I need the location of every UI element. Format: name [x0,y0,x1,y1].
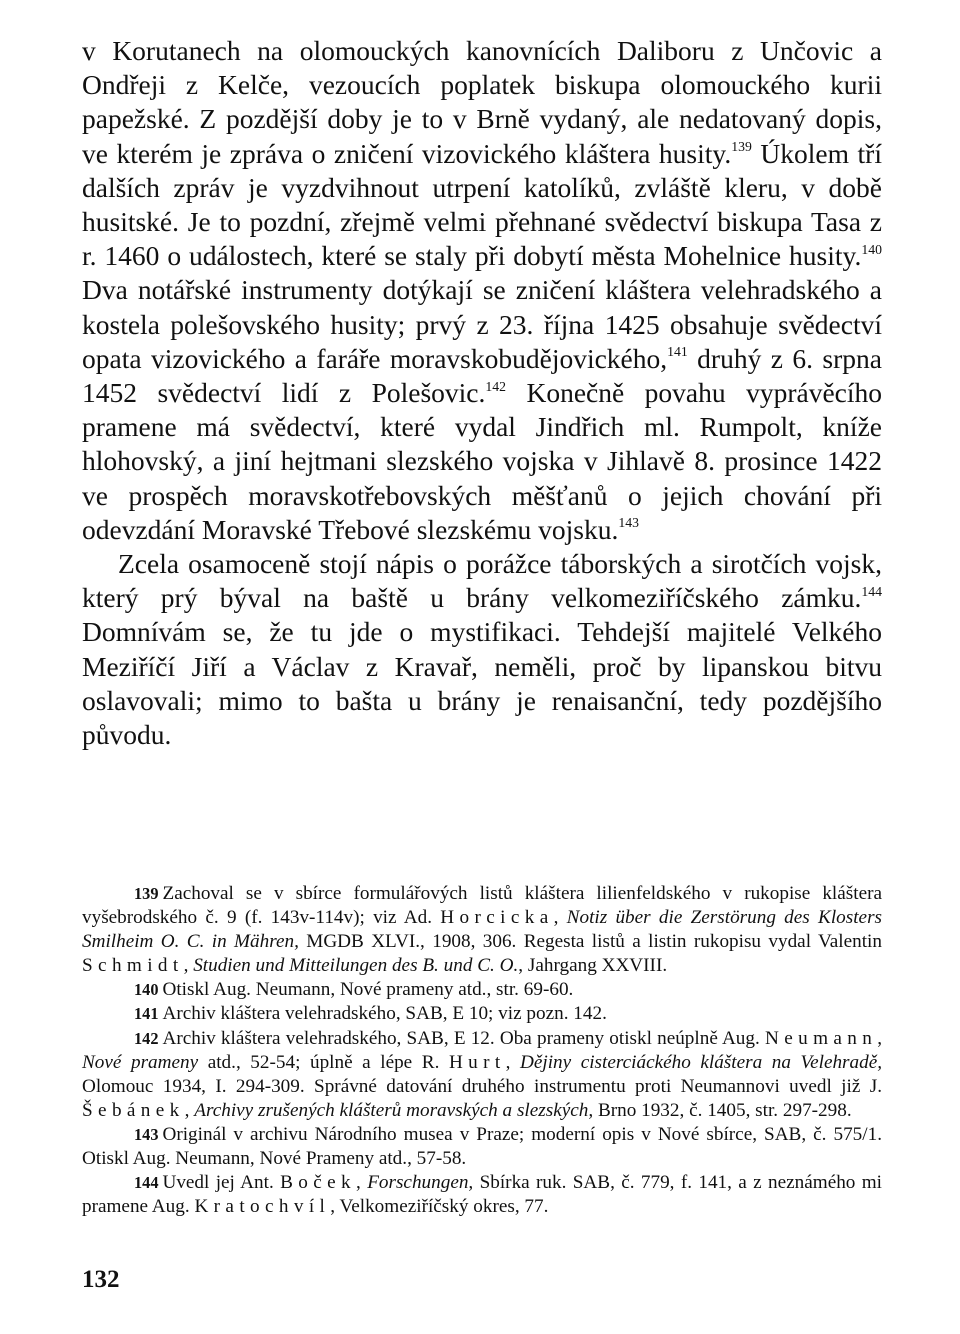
main-text [82,34,882,752]
footnote-text: , Velkomeziříčský okres, 77. [330,1196,549,1218]
page-number: 132 [82,1266,120,1293]
footnote-text: , [356,1172,368,1194]
author-name: Horcicka [440,907,554,929]
footnote-text: Originál v archivu Národního musea v Praze; moderní opis v Nové sbírce, SAB, č. 575/1. Otiskl Aug. Neumann, Nové Prameny atd., 57-58. [82,1123,882,1170]
footnote-text: , Jahrgang XXVIII. [518,955,668,977]
footnote-ref-139[interactable]: 139 [731,139,752,155]
footnote-144 [82,1171,882,1219]
footnote-number: 144 [134,1173,159,1193]
work-title: Forschungen, [367,1172,474,1194]
work-title: Dějiny cisterciáckého kláštera na Velehradě, [520,1051,883,1073]
work-title: Nové prameny [82,1051,199,1073]
footnote-142 [82,1027,882,1123]
footnote-ref-143[interactable]: 143 [618,515,639,531]
footnote-number: 140 [134,980,159,1000]
footnote-text: , [553,907,567,929]
body-text-span: Zcela osamoceně stojí nápis o porážce táborských a sirotčích vojsk, který prý býval na baště u brány velkomeziříčského zámku. [82,548,882,614]
body-text-span: v Korutanech na olomouckých kanovnících Daliboru z Unčovic a Ondřeji z Kelče, vezoucích poplatek biskupa olomouckého kurii papežské. Z pozdější doby je to v Brně vydaný, ale nedatovaný dopis, ve kterém je zpráva o zničení vizovického kláštera husity. [82,35,882,169]
footnote-text: Uvedl jej Ant. [162,1172,281,1194]
footnote-number: 139 [134,884,159,903]
footnote-ref-141[interactable]: 141 [667,344,688,360]
footnote-ref-140[interactable]: 140 [861,241,882,257]
footnote-text: , [183,955,194,977]
work-title: Studien und Mitteilungen des B. und C. O. [193,955,519,977]
footnote-number: 142 [134,1028,159,1048]
footnotes [82,882,882,1219]
body-paragraph [82,547,882,752]
author-name: Neumann [764,1027,878,1049]
footnote-ref-144[interactable]: 144 [861,583,882,599]
author-name: Boček [280,1172,357,1194]
footnote-text: Archiv kláštera velehradského, SAB, E 12. Oba prameny otiskl neúplně Aug. [162,1027,765,1049]
author-name: Hurt [448,1051,506,1073]
footnote-text: Brno 1932, č. 1405, str. 297-298. [593,1099,852,1121]
footnote-text: Sbírka ruk. SAB, č. 779, f. 141, a z neznámého mi pramene Aug. [82,1172,883,1218]
footnote-number: 143 [134,1124,159,1144]
author-name: Kratochvíl [194,1196,331,1218]
footnote-143 [82,1123,882,1171]
body-text-span: Domnívám se, že tu jde o mystifikaci. Tehdejší majitelé Velkého Meziříčí Jiří a Václav z Kravař, neměli, proč by lipanskou bitvu oslavovali; mimo to bašta u brány je renaisanční, tedy pozdějšího původu. [82,616,882,751]
footnote-text: Olomouc 1934, I. 294-309. Správné datování druhého instrumentu proti Neumannovi uvedl již J. [82,1075,882,1097]
footnote-text: Archiv kláštera velehradského, SAB, E 10; viz pozn. 142. [162,1003,607,1025]
body-paragraph [82,34,882,547]
footnote-text: , [877,1027,882,1049]
footnote-text: Zachoval se v sbírce formulářových listů kláštera lilienfeldského v rukopise kláštera vyšebrodského č. 9 (f. 143v-114v); viz Ad. [82,883,882,929]
footnote-140 [82,978,882,1002]
footnote-text: , [184,1099,195,1121]
body-text-span: druhý z 6. srpna 1452 svědectví lidí z Polešovic. [82,342,882,409]
footnote-text: MGDB XLVI., 1908, 306. Regesta listů a listin rukopisu vydal Valentin [298,931,882,953]
body-text-span: Úkolem tří dalších zpráv je vyzdvihnout utrpení katolíků, zvláště kleru, v době husitské. Je to pozdní, zřejmě velmi přehnané svědectví biskupa Tasa z r. 1460 o událostech, které se staly při dobytí města Mohelnice husity. [82,137,882,272]
footnote-number: 141 [134,1004,159,1024]
body-text-span: Dva notářské instrumenty dotýkají se zničení kláštera velehradského a kostela polešovského husity; prvý z 23. října 1425 obsahuje svědectví opata vizovického a faráře moravskobudějovického, [82,274,882,374]
body-text-span: Konečně povahu vyprávěcího pramene má svědectví, které vydal Jindřich ml. Rumpolt, kníže hlohovský, a jiní hejtmani slezského vojska v Jihlavě 8. prosince 1422 ve prospěch moravskotřebovských měšťanů o jejich chování při odevzdání Moravské Třebové slezskému vojsku. [82,377,882,545]
footnote-text: , [505,1051,520,1073]
footnote-text: Otiskl Aug. Neumann, Nové prameny atd., str. 69-60. [162,979,574,1001]
author-name: Schmidt [82,955,184,977]
footnote-ref-142[interactable]: 142 [485,378,507,394]
footnote-139 [82,882,882,978]
work-title: Notiz über die Zerstörung des Klosters Smilheim O. C. in Mähren, [82,907,882,953]
work-title: Archivy zrušených klášterů moravských a slezských, [194,1099,594,1121]
footnote-141 [82,1002,882,1026]
author-name: Šebánek [82,1099,185,1121]
footnote-text: atd., 52-54; úplně a lépe R. [198,1051,449,1073]
